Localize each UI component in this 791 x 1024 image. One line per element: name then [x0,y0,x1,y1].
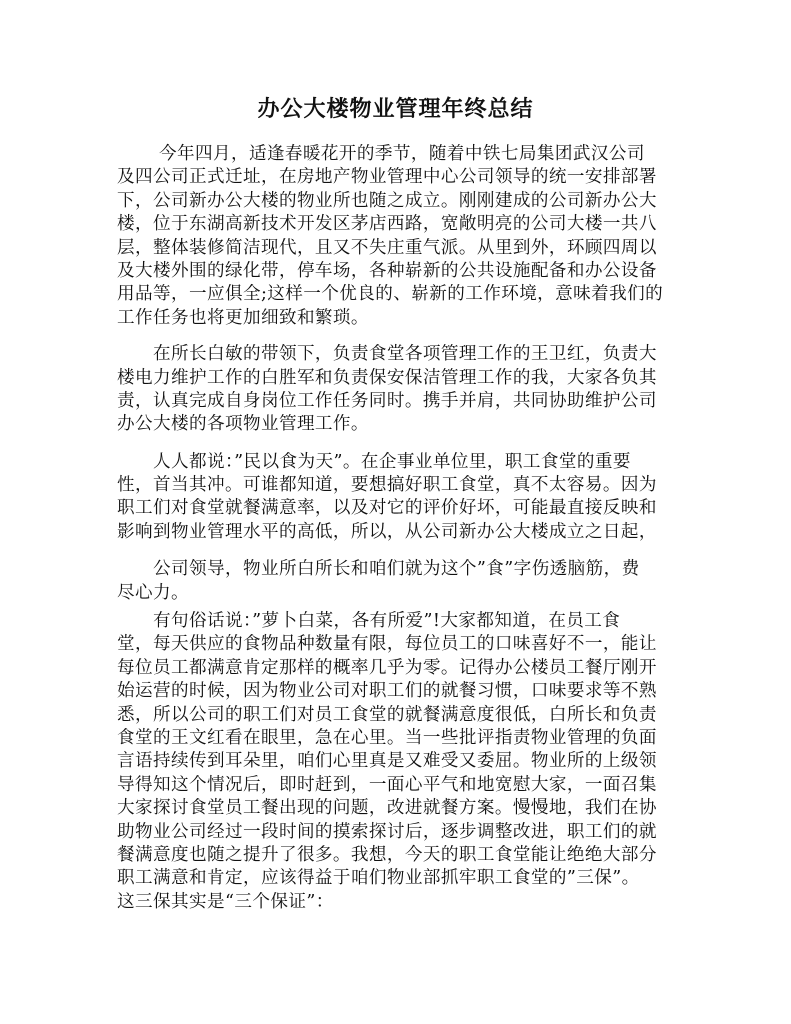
text-line: 层，整体装修简洁现代，且又不失庄重气派。从里到外，环顾四周以 [117,237,657,258]
text-line: 尽心力。 [117,582,189,603]
text-line: 影响到物业管理水平的高低，所以，从公司新办公大楼成立之日起， [117,521,657,542]
text-line: 言语持续传到耳朵里，咱们心里真是又难受又委屈。物业所的上级领 [117,751,657,772]
text-line: 办公大楼的各项物业管理工作。 [117,414,369,435]
document-body [117,143,677,914]
text-line: 在所长白敏的带领下，负责食堂各项管理工作的王卫红，负责大 [117,344,657,365]
text-line: 食堂的王文红看在眼里，急在心里。当一些批评指责物业管理的负面 [117,727,657,748]
text-line: 导得知这个情况后，即时赶到，一面心平气和地宽慰大家，一面召集 [117,774,657,795]
text-line: 及四公司正式迁址，在房地产物业管理中心公司领导的统一安排部署 [117,167,657,188]
text-line: 性，首当其冲。可谁都知道，要想搞好职工食堂，真不太容易。因为 [117,475,657,496]
text-line: 楼电力维护工作的白胜军和负责保安保洁管理工作的我，大家各负其 [117,367,657,388]
text-line: 大家探讨食堂员工餐出现的问题，改进就餐方案。慢慢地，我们在协 [117,798,657,819]
paragraph [117,143,677,330]
document-title: 办公大楼物业管理年终总结 [257,97,534,122]
paragraph [117,558,677,605]
text-line: 及大楼外围的绿化带，停车场，各种崭新的公共设施配备和办公设备 [117,260,657,281]
text-line: 始运营的时候，因为物业公司对职工们的就餐习惯，口味要求等不熟 [117,681,657,702]
text-line: 工作任务也将更加细致和繁琐。 [117,307,369,328]
text-line: 每位员工都满意肯定那样的概率几乎为零。记得办公楼员工餐厅刚开 [117,657,657,678]
text-line: 公司领导，物业所白所长和咱们就为这个”食”字伤透脑筋，费 [117,559,640,580]
text-line: 堂，每天供应的食物品种数量有限，每位员工的口味喜好不一，能让 [117,634,657,655]
text-line: 用品等，一应俱全;这样一个优良的、崭新的工作环境，意味着我们的 [117,284,664,305]
text-line: 今年四月，适逢春暖花开的季节，随着中铁七局集团武汉公司 [117,144,645,164]
text-line: 下，公司新办公大楼的物业所也随之成立。刚刚建成的公司新办公大 [117,190,657,211]
text-line: 职工们对食堂就餐满意率，以及对它的评价好坏，可能最直接反映和 [117,498,657,519]
paragraph [117,343,677,437]
text-line: 责，认真完成自身岗位工作任务同时。携手并肩，共同协助维护公司 [117,390,657,411]
text-line: 餐满意度也随之提升了很多。我想，今天的职工食堂能让绝绝大部分 [117,844,657,865]
paragraph [117,610,677,914]
text-line: 助物业公司经过一段时间的摸索探讨后，逐步调整改进，职工们的就 [117,821,657,842]
text-line: 职工满意和肯定，应该得益于咱们物业部抓牢职工食堂的”三保”。 [117,868,640,889]
text-line: 悉，所以公司的职工们对员工食堂的就餐满意度很低，白所长和负责 [117,704,657,725]
paragraph [117,451,677,545]
text-line: 有句俗话说：”萝卜白菜，各有所爱”!大家都知道，在员工食 [117,611,621,632]
text-line: 这三保其实是“三个保证”： [117,891,334,912]
text-line: 人人都说：”民以食为天”。在企事业单位里，职工食堂的重要 [117,451,631,472]
text-line: 楼，位于东湖高新技术开发区茅店西路，宽敞明亮的公司大楼一共八 [117,214,657,235]
